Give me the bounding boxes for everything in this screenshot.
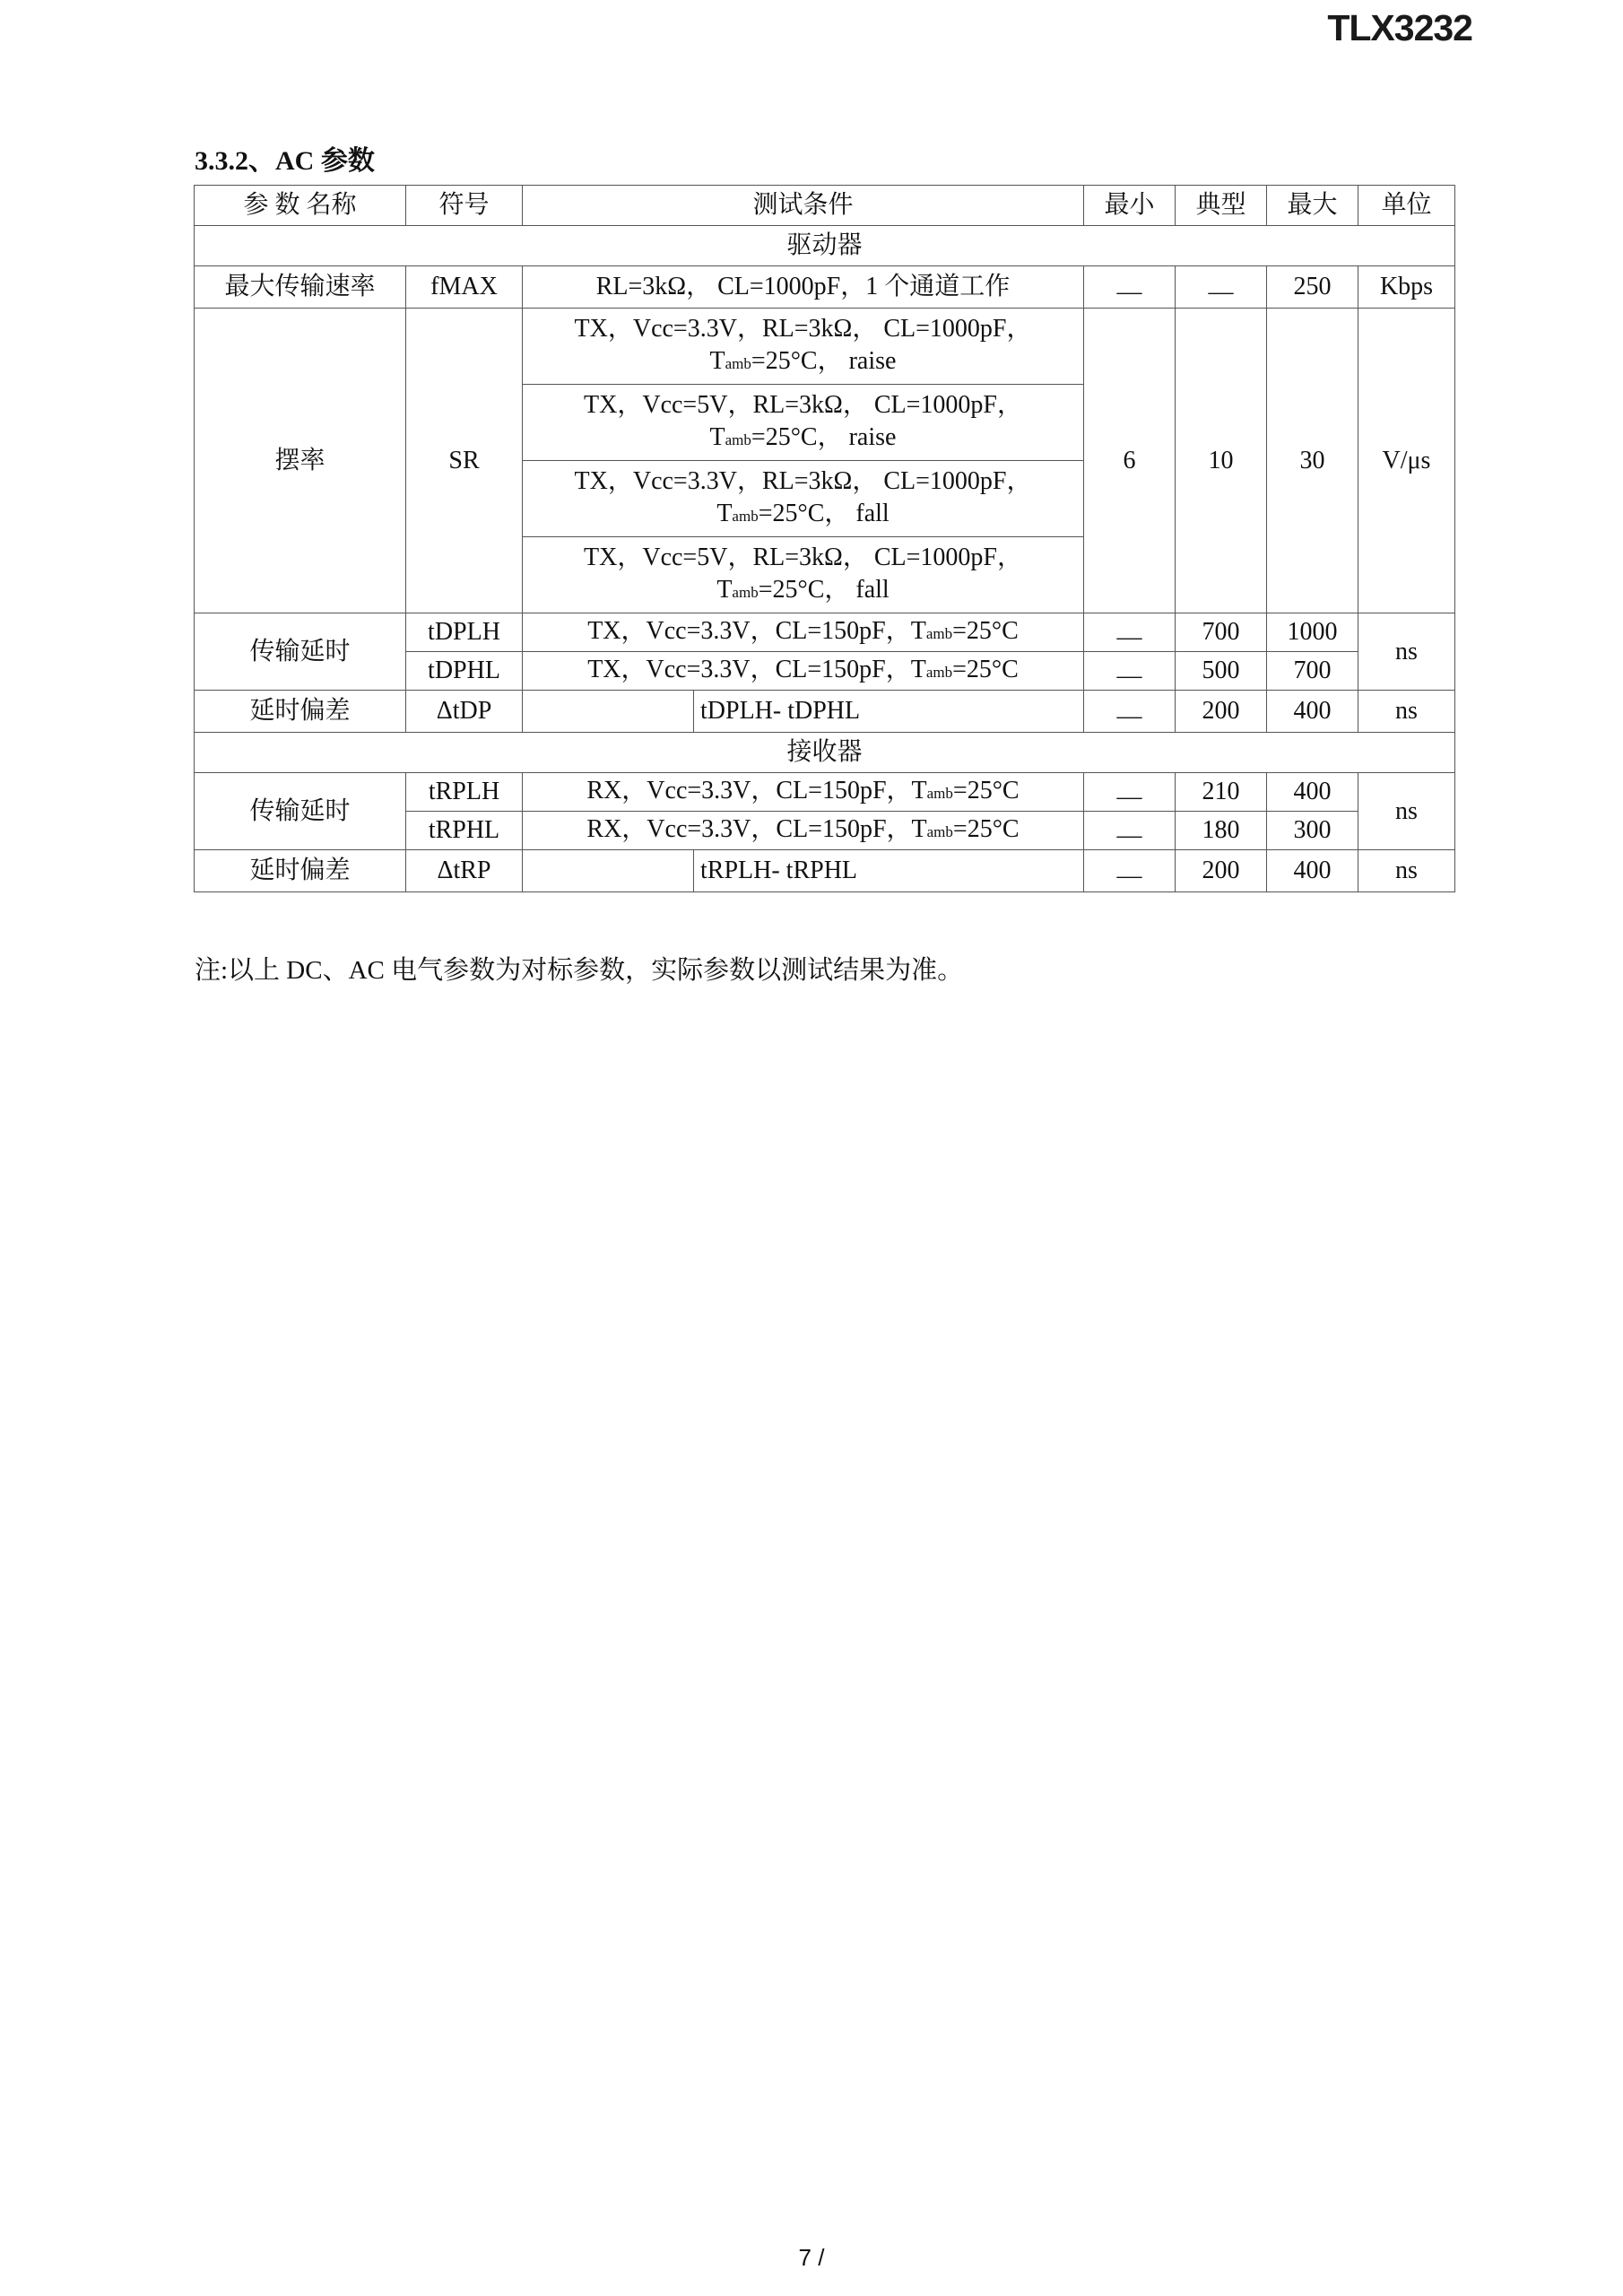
cell-condition: TX，Vcc=5V，RL=3kΩ， CL=1000pF， Tamb=25°C， fall xyxy=(523,537,1084,613)
cell-max: 400 xyxy=(1267,773,1358,812)
cell-symbol: tRPLH xyxy=(406,773,523,812)
cell-name: 传输延时 xyxy=(195,613,406,691)
cell-typ: 200 xyxy=(1176,850,1267,892)
cell-min: — xyxy=(1084,773,1176,812)
cell-unit: ns xyxy=(1358,850,1455,892)
cell-max: 700 xyxy=(1267,652,1358,691)
group-label-receiver: 接收器 xyxy=(195,733,1455,773)
cell-min: — xyxy=(1084,691,1176,733)
cell-symbol: tRPHL xyxy=(406,812,523,850)
cell-max: 1000 xyxy=(1267,613,1358,652)
cell-typ: 210 xyxy=(1176,773,1267,812)
cell-symbol: ΔtRP xyxy=(406,850,523,892)
cell-condition: RX，Vcc=3.3V，CL=150pF，Tamb=25°C xyxy=(523,773,1084,812)
cell-unit: ns xyxy=(1358,691,1455,733)
header-unit: 单位 xyxy=(1358,186,1455,226)
cell-unit: ns xyxy=(1358,613,1455,691)
cell-typ: 10 xyxy=(1176,309,1267,613)
table-row-dtdp xyxy=(195,691,1455,733)
cell-unit: Kbps xyxy=(1358,266,1455,309)
cell-min: 6 xyxy=(1084,309,1176,613)
cell-max: 400 xyxy=(1267,691,1358,733)
cell-name: 延时偏差 xyxy=(195,850,406,892)
cell-symbol: ΔtDP xyxy=(406,691,523,733)
table-row-tdplh xyxy=(195,613,1455,652)
cell-min: — xyxy=(1084,652,1176,691)
header-max: 最大 xyxy=(1267,186,1358,226)
table-row-fmax xyxy=(195,266,1455,309)
cell-condition: tRPLH- tRPHL xyxy=(523,850,1084,892)
cell-unit: V/μs xyxy=(1358,309,1455,613)
cell-min: — xyxy=(1084,613,1176,652)
header-symbol: 符号 xyxy=(406,186,523,226)
cell-condition: TX，Vcc=3.3V，RL=3kΩ， CL=1000pF， Tamb=25°C， raise xyxy=(523,309,1084,385)
cell-typ: 200 xyxy=(1176,691,1267,733)
cell-typ: 180 xyxy=(1176,812,1267,850)
page-number: 7 / xyxy=(798,2244,825,2271)
skew-divider xyxy=(693,850,694,891)
cell-max: 400 xyxy=(1267,850,1358,892)
cell-max: 250 xyxy=(1267,266,1358,309)
cell-condition: tDPLH- tDPHL xyxy=(523,691,1084,733)
table-header-row xyxy=(195,186,1455,226)
cell-min: — xyxy=(1084,812,1176,850)
header-condition: 测试条件 xyxy=(523,186,1084,226)
cell-condition: TX，Vcc=3.3V，CL=150pF，Tamb=25°C xyxy=(523,652,1084,691)
table-row-sr xyxy=(195,309,1455,385)
cell-condition: TX，Vcc=3.3V，CL=150pF，Tamb=25°C xyxy=(523,613,1084,652)
header-param-name: 参 数 名称 xyxy=(195,186,406,226)
cell-min: — xyxy=(1084,850,1176,892)
group-label-driver: 驱动器 xyxy=(195,226,1455,266)
cell-symbol: tDPLH xyxy=(406,613,523,652)
cell-max: 30 xyxy=(1267,309,1358,613)
footnote: 注:以上 DC、AC 电气参数为对标参数，实际参数以测试结果为准。 xyxy=(195,956,964,985)
cell-condition: RL=3kΩ， CL=1000pF，1 个通道工作 xyxy=(523,266,1084,309)
cell-symbol: SR xyxy=(406,309,523,613)
cell-typ: 500 xyxy=(1176,652,1267,691)
cell-condition: RX，Vcc=3.3V，CL=150pF，Tamb=25°C xyxy=(523,812,1084,850)
table-row-dtrp xyxy=(195,850,1455,892)
cell-unit: ns xyxy=(1358,773,1455,850)
group-row-driver xyxy=(195,226,1455,266)
cell-symbol: fMAX xyxy=(406,266,523,309)
cell-name: 延时偏差 xyxy=(195,691,406,733)
cell-name: 传输延时 xyxy=(195,773,406,850)
cell-condition: TX，Vcc=3.3V，RL=3kΩ， CL=1000pF， Tamb=25°C， fall xyxy=(523,461,1084,537)
cell-condition: TX，Vcc=5V，RL=3kΩ， CL=1000pF， Tamb=25°C， raise xyxy=(523,385,1084,461)
cell-symbol: tDPHL xyxy=(406,652,523,691)
cell-name: 摆率 xyxy=(195,309,406,613)
header-typ: 典型 xyxy=(1176,186,1267,226)
cell-name: 最大传输速率 xyxy=(195,266,406,309)
ac-parameters-table xyxy=(194,185,1455,892)
skew-divider xyxy=(693,691,694,732)
cell-typ: 700 xyxy=(1176,613,1267,652)
header-min: 最小 xyxy=(1084,186,1176,226)
section-title: 3.3.2、AC 参数 xyxy=(195,146,375,176)
cell-typ: — xyxy=(1176,266,1267,309)
table-row-trplh xyxy=(195,773,1455,812)
cell-min: — xyxy=(1084,266,1176,309)
cell-max: 300 xyxy=(1267,812,1358,850)
group-row-receiver xyxy=(195,733,1455,773)
brand-logo: TLX3232 xyxy=(1327,7,1472,48)
